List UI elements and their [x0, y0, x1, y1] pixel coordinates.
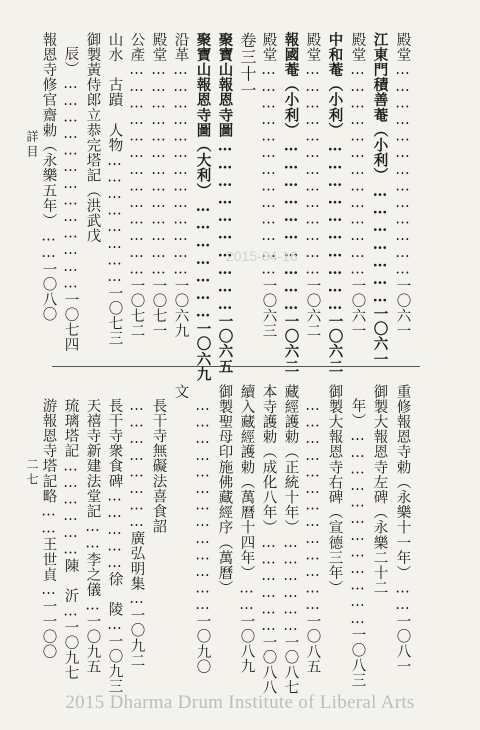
- toc-entry: 年）………………………………一〇八三: [349, 398, 366, 688]
- toc-entry: 御製黃侍郎立恭完塔記（洪武戊: [84, 32, 101, 244]
- toc-entry: 文: [172, 384, 189, 400]
- toc-entry: 御製大報恩寺左碑（永樂二十二: [371, 384, 388, 596]
- toc-entry: 辰）…………………………………一〇七四: [62, 46, 79, 353]
- section-divider: [52, 366, 420, 367]
- toc-entry: 本寺護勅（成化八年）………………一〇八八: [260, 384, 277, 695]
- toc-entry: 山水 古蹟 人物……………………一〇七三: [106, 32, 123, 346]
- toc-entry: 報國菴（小利）…………………………一〇六二: [282, 32, 300, 375]
- toc-entry: 續入藏經護勅（萬曆十四年）……一〇八九: [238, 384, 255, 674]
- toc-entry: 殿堂…………………………………一〇六一: [349, 32, 366, 339]
- toc-entry: 御製聖母印施佛藏經序（萬曆）: [216, 384, 233, 596]
- toc-entry: …………………………………一〇九〇: [194, 398, 211, 675]
- toc-entry: 天禧寺新建法堂記……李之儀…一〇九五: [84, 398, 101, 675]
- toc-entry: 公產…………………………………一〇七二: [128, 32, 145, 339]
- toc-entry: 御製大報恩寺右碑（宣德三年）: [326, 384, 343, 596]
- toc-entry: ……………………廣弘明集…一〇九二: [128, 398, 145, 669]
- toc-entry: 沿革…………………………………一〇六九: [172, 32, 189, 339]
- toc-entry: 江東門積善菴（小利）…………………一〇六一: [371, 32, 389, 367]
- toc-entry: 游報恩寺塔記略……王世貞…一一〇〇: [40, 398, 57, 660]
- toc-entry: 琉璃塔記………………陳 沂…一〇九七: [62, 398, 79, 681]
- toc-entry: 殿堂…………………………………一〇六一: [394, 32, 411, 339]
- toc-entry: 殿堂…………………………………一〇七一: [150, 32, 167, 339]
- footer-watermark: 2015 Dharma Drum Institute of Liberal Arts: [65, 692, 415, 713]
- toc-entry: 藏經護勅（正統十年）………………一〇八七: [282, 384, 299, 695]
- toc-entry: 聚寶山報恩寺圖（大利）…………………一〇六九: [194, 32, 212, 382]
- running-header: 詳目: [25, 130, 39, 160]
- toc-entry: 殿堂…………………………………一〇六三: [260, 32, 277, 339]
- toc-entry: 重修報恩寺勅（永樂十一年）……一〇八一: [394, 384, 411, 674]
- toc-entry: 長干寺無礙法喜食詔: [150, 398, 167, 534]
- toc-entry: 聚寶山報恩寺圖…………………………一〇六五: [216, 32, 234, 375]
- toc-entry: 中和菴（小利）…………………………一〇六二: [326, 32, 344, 375]
- toc-entry: 報恩寺修官齋勅（永樂五年）……一〇八〇: [40, 32, 57, 322]
- toc-entry: 殿堂…………………………………一〇六二: [304, 32, 321, 339]
- page-number: 二七: [25, 458, 39, 488]
- volume-heading: 卷三十一: [238, 32, 257, 99]
- toc-entry: 長干寺衆食碑……………徐 陵…一〇九三: [106, 398, 123, 694]
- toc-entry: …………………………………一〇八五: [304, 398, 321, 675]
- date-watermark: 2015-04-16: [226, 248, 298, 264]
